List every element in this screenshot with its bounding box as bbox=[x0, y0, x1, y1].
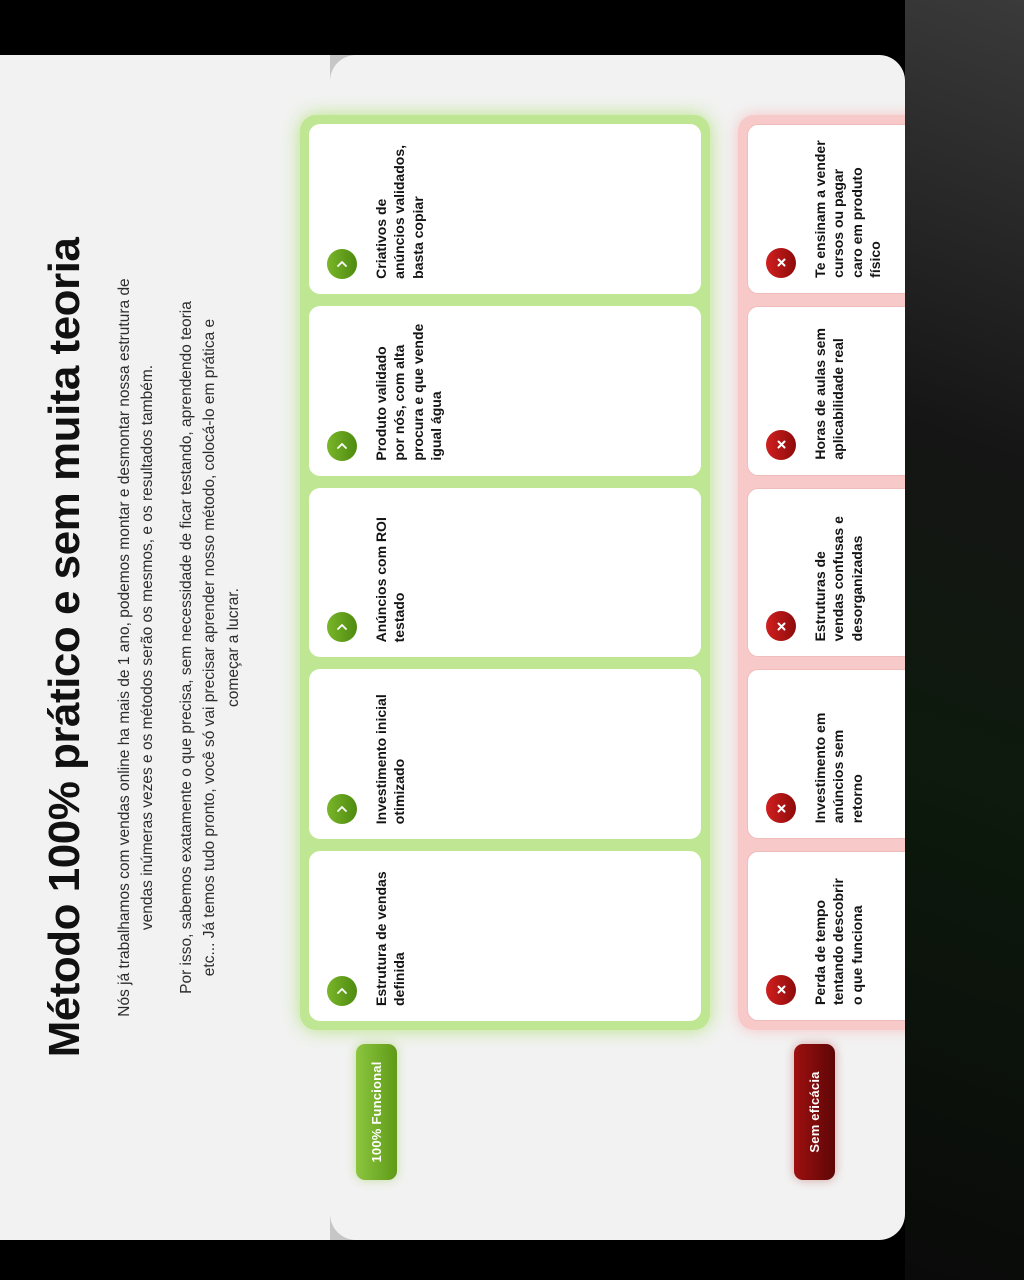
ineffective-card-text: Investimento em anúncios sem retorno bbox=[812, 712, 865, 824]
ineffective-card-text: Te ensinam a vender cursos ou pagar caro em produto físico bbox=[812, 140, 884, 278]
comparison-columns bbox=[300, 55, 905, 1240]
functional-card[interactable] bbox=[309, 851, 701, 1021]
rotated-content-wrapper bbox=[0, 55, 905, 1240]
ineffective-card[interactable] bbox=[747, 124, 905, 294]
page-title: Método 100% prático e sem muita teoria bbox=[40, 237, 89, 1058]
content-canvas bbox=[0, 55, 905, 1240]
chevron-right-icon bbox=[327, 431, 357, 461]
functional-row bbox=[300, 55, 710, 1240]
ineffective-card[interactable] bbox=[747, 851, 905, 1021]
functional-card-list bbox=[300, 115, 710, 1030]
ineffective-card-list bbox=[738, 115, 905, 1030]
x-circle-icon bbox=[766, 793, 796, 823]
background-gradient-strip bbox=[905, 0, 1024, 1280]
chevron-right-icon bbox=[327, 794, 357, 824]
x-circle-icon bbox=[766, 611, 796, 641]
functional-card-text: Produto validado por nós, com alta procura e que vende igual água bbox=[373, 323, 445, 461]
page-panel bbox=[0, 55, 905, 1240]
ineffective-card[interactable] bbox=[747, 669, 905, 839]
functional-card[interactable] bbox=[309, 306, 701, 476]
headline-block bbox=[0, 55, 245, 1240]
ineffective-card-text: Horas de aulas sem aplicabilidade real bbox=[812, 328, 847, 460]
chevron-right-icon bbox=[327, 249, 357, 279]
x-circle-icon bbox=[766, 248, 796, 278]
intro-paragraph-1: Nós já trabalhamos com vendas online ha mais de 1 ano, podemos montar e desmontar nossa estrutura de vendas inúmeras vezes e os métodos serão os mesmos, e os resultados também. bbox=[115, 278, 156, 1017]
ineffective-card-text: Perda de tempo tentando descobrir o que funciona bbox=[812, 878, 865, 1005]
intro-paragraph-2: Por isso, sabemos exatamente o que precisa, sem necessidade de ficar testando, aprendendo teoria etc... Já temos tudo pronto, você só vai precisar aprender nosso método, colocá-lo em prática e começar a lucrar. bbox=[178, 301, 242, 994]
x-circle-icon bbox=[766, 975, 796, 1005]
functional-card-text: Estrutura de vendas definida bbox=[373, 871, 408, 1006]
badge-functional: 100% Funcional bbox=[356, 1044, 397, 1180]
functional-card[interactable] bbox=[309, 124, 701, 294]
ineffective-card[interactable] bbox=[747, 488, 905, 658]
functional-card-text: Criativos de anúncios validados, basta copiar bbox=[373, 144, 426, 279]
ineffective-card-text: Estruturas de vendas confusas e desorganizadas bbox=[812, 516, 865, 642]
ineffective-card[interactable] bbox=[747, 306, 905, 476]
badge-ineffective: Sem eficácia bbox=[794, 1044, 835, 1180]
functional-card-text: Investimento inicial otimizado bbox=[373, 694, 408, 825]
functional-card[interactable] bbox=[309, 669, 701, 839]
functional-card-text: Anúncios com ROI testado bbox=[373, 517, 408, 643]
functional-card[interactable] bbox=[309, 488, 701, 658]
chevron-right-icon bbox=[327, 612, 357, 642]
x-circle-icon bbox=[766, 430, 796, 460]
chevron-right-icon bbox=[327, 976, 357, 1006]
ineffective-row bbox=[738, 55, 905, 1240]
